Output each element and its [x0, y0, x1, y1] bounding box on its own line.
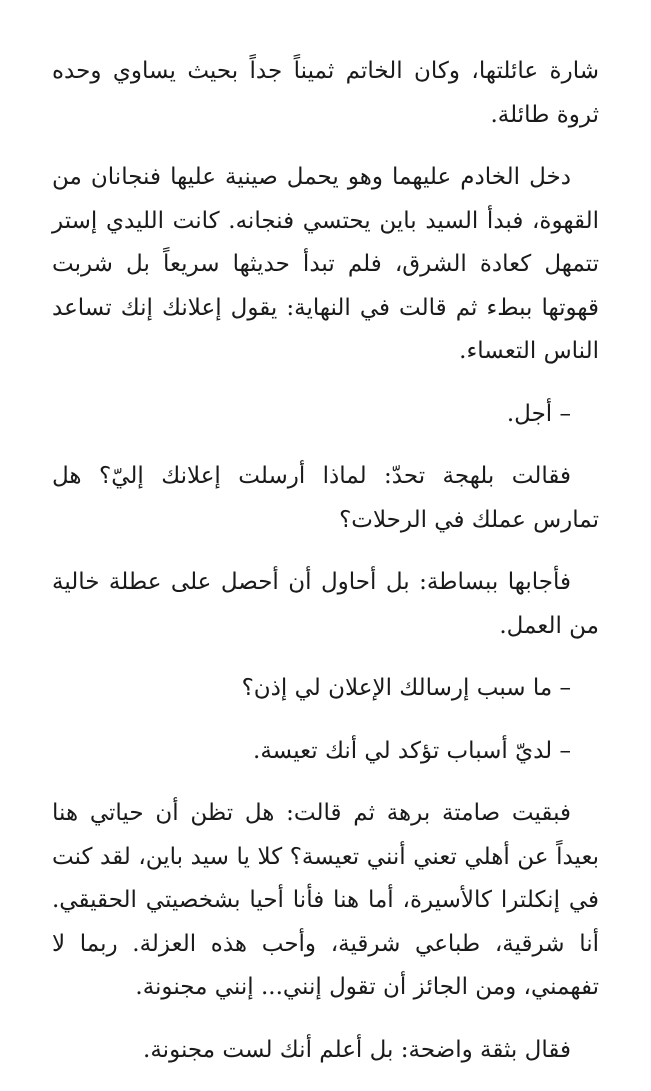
paragraph: فقالت بلهجة تحدّ: لماذا أرسلت إعلانك إليّ؟ هل تمارس عملك في الرحلات؟: [52, 463, 599, 533]
paragraph: شارة عائلتها، وكان الخاتم ثميناً جداً بحيث يساوي وحده ثروة طائلة.: [52, 58, 599, 128]
dialogue-line: – أجل.: [506, 400, 571, 427]
paragraph: دخل الخادم عليهما وهو يحمل صينية عليها فنجانان من القهوة، فبدأ السيد باين يحتسي فنجانه. كانت الليدي إستر تتمهل كعادة الشرق، فلم تبدأ حديثها سريعاً بل شربت قهوتها ببطء ثم قالت في النهاية: يقول إعلانك إنك تساعد الناس التعساء.: [52, 164, 599, 364]
dialogue-line: – لديّ أسباب تؤكد لي أنك تعيسة.: [253, 737, 571, 764]
paragraph: فبقيت صامتة برهة ثم قالت: هل تظن أن حياتي هنا بعيداً عن أهلي تعني أنني تعيسة؟ كلا يا سيد باين، لقد كنت في إنكلترا كالأسيرة، أما هنا فأنا أحيا بشخصيتي الحقيقي. أنا شرقية، طباعي شرقية، وأحب هذه العزلة. ربما لا تفهمني، ومن الجائز أن تقول إنني... إنني مجنونة.: [52, 800, 599, 1000]
dialogue-line: – ما سبب إرسالك الإعلان لي إذن؟: [241, 675, 571, 701]
book-page: [52, 50, 599, 1091]
paragraph: فأجابها ببساطة: بل أحاول أن أحصل على عطلة خالية من العمل.: [52, 569, 599, 639]
paragraph: فقال بثقة واضحة: بل أعلم أنك لست مجنونة.: [143, 1036, 571, 1063]
